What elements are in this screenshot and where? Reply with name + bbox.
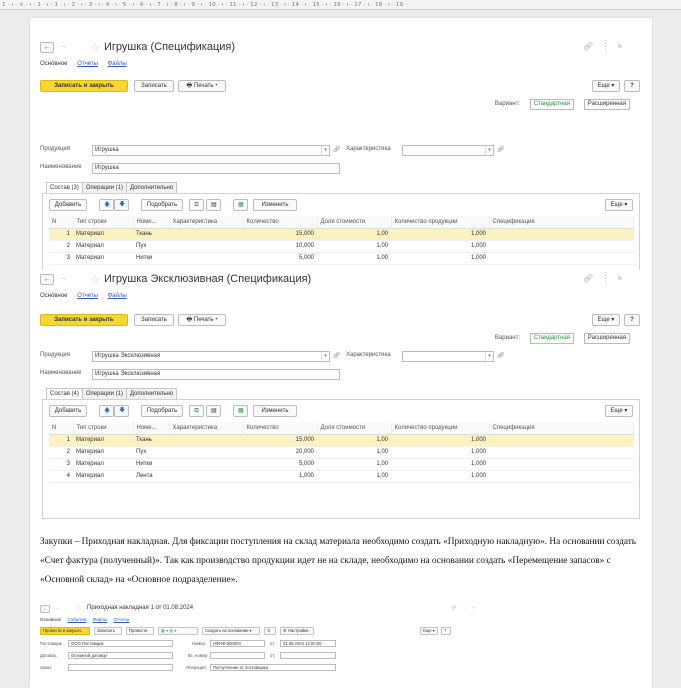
add-button[interactable]: Добавить [49, 199, 87, 211]
row-type: Материал [73, 252, 133, 264]
row-n: 1 [49, 434, 73, 446]
tab-operations[interactable]: Операции (1) [82, 388, 127, 399]
move-down-icon[interactable]: 🡇 [114, 405, 129, 417]
tab-main[interactable]: Основное [40, 617, 62, 622]
save-button[interactable]: Записать [134, 314, 174, 326]
link-icon[interactable]: 🔗︎ [450, 605, 463, 611]
row-share: 1,00 [317, 228, 391, 240]
table-row[interactable] [49, 252, 634, 264]
close-icon[interactable]: × [472, 605, 480, 611]
open-link-icon[interactable]: 🔗︎ [497, 353, 505, 359]
more-vertical-icon[interactable]: ⋮ [462, 605, 473, 611]
favorite-star-icon[interactable]: ☆ [90, 274, 100, 286]
tab-reports[interactable]: Отчеты [77, 61, 98, 67]
panel-more-button[interactable]: Еще ▾ [605, 405, 633, 417]
document-actions-icon[interactable]: ▦ ▾ ▤ ▾ [158, 627, 198, 635]
more-button[interactable]: Еще ▾ [420, 627, 438, 635]
row-item: Ткань [133, 434, 169, 446]
product-input[interactable] [92, 145, 330, 156]
open-link-icon[interactable]: 🔗︎ [497, 147, 505, 153]
table-row[interactable] [49, 446, 634, 458]
instruction-paragraph: Закупки – Приходная накладная. Для фиксации поступления на склад материала необходимо создать «Приходную накладную». На основании создать «Счет фактура (полученный)». Так как производство продукции идет не на складе, необходимо на основании создать «Перемещение запасов» с «Основной склад» на «Основное подразделение». [40, 537, 637, 585]
row-prod-qty: 1,000 [391, 240, 489, 252]
incoming-number-label: Вх. номер: [188, 653, 209, 658]
save-button[interactable]: Записать [94, 627, 122, 635]
row-spec [489, 252, 634, 264]
row-item: Пух [133, 446, 169, 458]
row-prod-qty: 1,000 [391, 446, 489, 458]
form-tabs [40, 293, 135, 303]
col-quantity[interactable]: Количество [243, 422, 317, 434]
name-input[interactable]: Игрушка [92, 163, 340, 174]
printer-icon: 🖶︎ [186, 317, 194, 323]
receipt-invoice-form [40, 603, 640, 688]
name-row [40, 369, 640, 380]
row-spec [489, 446, 634, 458]
table-header [49, 216, 634, 228]
tab-files[interactable]: Файлы [107, 293, 127, 299]
paste-icon[interactable]: ▤ [206, 405, 221, 417]
subtabs [46, 388, 176, 399]
row-spec [489, 240, 634, 252]
form-toolbar [40, 314, 640, 327]
row-spec [489, 434, 634, 446]
excel-icon[interactable]: ▦ [233, 199, 248, 211]
row-n: 2 [49, 240, 73, 252]
form-tabs [40, 617, 134, 622]
panel-toolbar [49, 405, 634, 417]
characteristic-input[interactable] [402, 351, 494, 362]
form-toolbar [40, 80, 640, 93]
tab-files[interactable]: Файлы [107, 61, 127, 67]
tab-additional[interactable]: Дополнительно [126, 388, 177, 399]
col-characteristic[interactable]: Характеристика [169, 422, 243, 434]
variant-label: Вариант: [494, 335, 520, 341]
contract-label: Договор: [40, 653, 57, 658]
row-n: 2 [49, 446, 73, 458]
window-controls[interactable] [451, 605, 480, 611]
row-item: Пух [133, 240, 169, 252]
col-quantity[interactable]: Количество [243, 216, 317, 228]
row-n: 4 [49, 470, 73, 482]
row-share: 1,00 [317, 446, 391, 458]
variant-extended-toggle[interactable]: Расширенная [584, 333, 630, 344]
excel-icon[interactable]: ▦ [233, 405, 248, 417]
col-n[interactable]: N [49, 216, 73, 228]
print-label: Печать ▾ [193, 83, 218, 89]
tab-files[interactable]: Файлы [92, 617, 108, 622]
row-item: Лента [133, 470, 169, 482]
row-prod-qty: 1,000 [391, 228, 489, 240]
row-type: Материал [73, 434, 133, 446]
supplier-label: Поставщик: [40, 641, 63, 646]
row-spec [489, 228, 634, 240]
row-item: Нитки [133, 458, 169, 470]
product-row [40, 145, 640, 156]
col-characteristic[interactable]: Характеристика [169, 216, 243, 228]
col-n[interactable]: N [49, 422, 73, 434]
row-qty: 15,000 [243, 228, 317, 240]
favorite-star-icon[interactable]: ☆ [90, 42, 100, 54]
row-n: 3 [49, 252, 73, 264]
supplier-row [40, 640, 640, 648]
row-prod-qty: 1,000 [391, 252, 489, 264]
add-button[interactable]: Добавить [49, 405, 87, 417]
row-prod-qty: 1,000 [391, 470, 489, 482]
variant-standard-toggle[interactable]: Стандартная [530, 99, 574, 110]
create-based-on-button[interactable]: Создать на основании ▾ [202, 627, 260, 635]
dropdown-icon[interactable]: ▾ [485, 352, 493, 361]
row-spec [489, 458, 634, 470]
row-char [169, 470, 243, 482]
order-label: Заказ: [40, 665, 53, 670]
order-input[interactable] [68, 664, 173, 671]
change-button[interactable]: Изменить [253, 405, 297, 417]
post-button[interactable]: Провести [126, 627, 154, 635]
open-link-icon[interactable]: 🔗︎ [333, 147, 341, 153]
col-product-qty[interactable]: Количество продукции [391, 216, 489, 228]
row-qty: 15,000 [243, 434, 317, 446]
pick-button[interactable]: Подобрать [141, 199, 183, 211]
tab-main[interactable]: Основное [40, 293, 68, 299]
supplier-input[interactable]: ООО Поставщик [68, 640, 173, 647]
back-arrow-icon[interactable]: ← [40, 42, 54, 53]
row-item: Ткань [133, 228, 169, 240]
open-link-icon[interactable]: 🔗︎ [333, 353, 341, 359]
help-button[interactable]: ? [624, 80, 640, 92]
more-button[interactable]: Еще ▾ [592, 314, 620, 326]
table-row[interactable] [49, 228, 634, 240]
number-input[interactable]: НФНФ-000003 [210, 640, 265, 647]
tab-reports[interactable]: Отчеты [113, 617, 130, 622]
col-item[interactable]: Номе... [133, 216, 169, 228]
composition-panel [42, 399, 640, 519]
move-down-icon[interactable]: 🡇 [114, 199, 129, 211]
print-button[interactable] [178, 314, 226, 326]
move-up-icon[interactable]: 🡅 [99, 199, 114, 211]
composition-panel [42, 193, 640, 273]
close-icon[interactable]: × [617, 42, 630, 51]
col-product-qty[interactable]: Количество продукции [391, 422, 489, 434]
contract-input[interactable]: Основной договор [68, 652, 173, 659]
operation-input[interactable]: Поступление от поставщика [210, 664, 336, 671]
characteristic-label: Характеристика [346, 352, 391, 358]
more-vertical-icon[interactable]: ⋮ [601, 274, 618, 283]
tab-main[interactable]: Основное [40, 61, 68, 67]
document-ruler: 1 · ı · ⨯ · ı · 1 · ı · 1 · ı · 2 · ı · 3 · ı · 4 · ı · 5 · ı · 6 · ı · 7 · ı · 8 · ı · 9 · ı · 10 · ı · 11 · ı · 12 · ı · 13 · ı · 14 · ı · 15 · ı · 16 · ı · 17 · ı · 18 · ı · 19 · [0, 0, 681, 10]
save-and-close-button[interactable]: Записать и закрыть [40, 80, 128, 92]
spec-form-2 [40, 270, 640, 520]
forward-arrow-icon[interactable]: → [59, 43, 67, 50]
spec-form-1 [40, 38, 640, 273]
row-type: Материал [73, 228, 133, 240]
tab-composition[interactable]: Состав (3) [46, 182, 83, 193]
post-and-close-button[interactable]: Провести и закрыть [40, 627, 90, 635]
composition-table [49, 422, 634, 483]
row-qty: 20,000 [243, 446, 317, 458]
form-title: Приходная накладная 1 от 01.08.2024 [87, 605, 194, 611]
col-spec[interactable]: Спецификация [489, 422, 634, 434]
row-char [169, 240, 243, 252]
row-qty: 10,000 [243, 240, 317, 252]
more-vertical-icon[interactable]: ⋮ [601, 42, 618, 51]
row-share: 1,00 [317, 458, 391, 470]
date-input[interactable]: 01.08.2024 12:00:00 [280, 640, 336, 647]
printer-icon: 🖶︎ [186, 83, 194, 89]
product-value: Игрушка Эксклюзивная [95, 353, 161, 359]
form-title: Игрушка Эксклюзивная (Спецификация) [104, 273, 312, 285]
row-char [169, 446, 243, 458]
product-value: Игрушка [95, 147, 119, 153]
col-item[interactable]: Номе... [133, 422, 169, 434]
tab-reports[interactable]: Отчеты [77, 293, 98, 299]
row-type: Материал [73, 458, 133, 470]
table-row[interactable] [49, 458, 634, 470]
row-n: 1 [49, 228, 73, 240]
tab-operations[interactable]: Операции (1) [82, 182, 127, 193]
row-n: 3 [49, 458, 73, 470]
gear-icon: ⚙ [283, 628, 288, 633]
row-share: 1,00 [317, 434, 391, 446]
form-tabs [40, 61, 135, 71]
row-char [169, 434, 243, 446]
back-arrow-icon[interactable]: ← [40, 274, 54, 285]
link-icon[interactable]: 🔗︎ [583, 42, 602, 51]
product-label: Продукция [40, 146, 71, 152]
window-controls[interactable] [583, 42, 630, 51]
help-button[interactable]: ? [624, 314, 640, 326]
col-share[interactable]: Доля стоимости [317, 216, 391, 228]
variant-label: Вариант: [494, 101, 520, 107]
forward-arrow-icon[interactable]: → [59, 275, 67, 282]
row-item: Нитки [133, 252, 169, 264]
table-row[interactable] [49, 434, 634, 446]
operation-label: Операция: [186, 665, 207, 670]
form-title: Игрушка (Спецификация) [104, 41, 236, 53]
tab-composition[interactable]: Состав (4) [46, 388, 83, 399]
product-label: Продукция [40, 352, 71, 358]
characteristic-label: Характеристика [346, 146, 391, 152]
document-page [30, 18, 652, 688]
subtabs [46, 182, 176, 193]
pick-button[interactable]: Подобрать [141, 405, 183, 417]
product-input[interactable] [92, 351, 330, 362]
move-up-icon[interactable]: 🡅 [99, 405, 114, 417]
variant-standard-toggle[interactable]: Стандартная [530, 333, 574, 344]
composition-table [49, 216, 634, 265]
incoming-date-label: от: [270, 653, 276, 658]
product-row [40, 351, 640, 362]
settings-label: Настройки [287, 628, 309, 633]
incoming-number-input[interactable] [210, 652, 265, 659]
characteristic-input[interactable] [402, 145, 494, 156]
more-button[interactable]: Еще ▾ [592, 80, 620, 92]
copy-icon[interactable]: ⧉ [189, 199, 204, 211]
tab-additional[interactable]: Дополнительно [126, 182, 177, 193]
col-spec[interactable]: Спецификация [489, 216, 634, 228]
save-and-close-button[interactable]: Записать и закрыть [40, 314, 128, 326]
contract-row [40, 652, 640, 660]
row-qty: 1,000 [243, 470, 317, 482]
copy-icon[interactable]: ⧉ [189, 405, 204, 417]
title-bar [40, 270, 640, 290]
paste-icon[interactable]: ▤ [206, 199, 221, 211]
col-share[interactable]: Доля стоимости [317, 422, 391, 434]
row-share: 1,00 [317, 470, 391, 482]
row-qty: 5,000 [243, 458, 317, 470]
order-row [40, 664, 640, 672]
forward-arrow-icon[interactable]: → [54, 605, 60, 611]
row-type: Материал [73, 240, 133, 252]
row-prod-qty: 1,000 [391, 458, 489, 470]
panel-more-button[interactable]: Еще ▾ [605, 199, 633, 211]
row-type: Материал [73, 446, 133, 458]
settings-button[interactable] [280, 627, 314, 635]
title-bar [40, 38, 640, 58]
number-label: Номер: [192, 641, 207, 646]
name-label: Наименование [40, 164, 82, 170]
row-prod-qty: 1,000 [391, 434, 489, 446]
favorite-star-icon[interactable]: ☆ [76, 605, 83, 612]
row-type: Материал [73, 470, 133, 482]
print-label: Печать ▾ [193, 317, 218, 323]
table-row[interactable] [49, 470, 634, 482]
name-row [40, 163, 640, 174]
tab-events[interactable]: События [67, 617, 87, 622]
dropdown-icon[interactable]: ▾ [485, 146, 493, 155]
structure-icon[interactable]: ⇅ [264, 627, 276, 635]
name-input[interactable]: Игрушка Эксклюзивная [92, 369, 340, 380]
row-qty: 5,000 [243, 252, 317, 264]
name-label: Наименование [40, 370, 82, 376]
panel-toolbar [49, 199, 634, 211]
print-button[interactable] [178, 80, 226, 92]
window-controls[interactable] [583, 274, 630, 283]
col-type[interactable]: Тип строки [73, 422, 133, 434]
link-icon[interactable]: 🔗︎ [583, 274, 602, 283]
row-spec [489, 470, 634, 482]
variant-extended-toggle[interactable]: Расширенная [584, 99, 630, 110]
close-icon[interactable]: × [617, 274, 630, 283]
row-share: 1,00 [317, 252, 391, 264]
row-share: 1,00 [317, 240, 391, 252]
back-arrow-icon[interactable]: ← [40, 605, 50, 613]
dropdown-icon[interactable]: ▾ [321, 146, 329, 155]
help-button[interactable]: ? [441, 627, 451, 635]
row-char [169, 228, 243, 240]
change-button[interactable]: Изменить [253, 199, 297, 211]
save-button[interactable]: Записать [134, 80, 174, 92]
table-row[interactable] [49, 240, 634, 252]
date-label: от: [270, 641, 276, 646]
table-header [49, 422, 634, 434]
row-char [169, 252, 243, 264]
row-char [169, 458, 243, 470]
col-type[interactable]: Тип строки [73, 216, 133, 228]
incoming-date-input[interactable] [280, 652, 336, 659]
dropdown-icon[interactable]: ▾ [321, 352, 329, 361]
